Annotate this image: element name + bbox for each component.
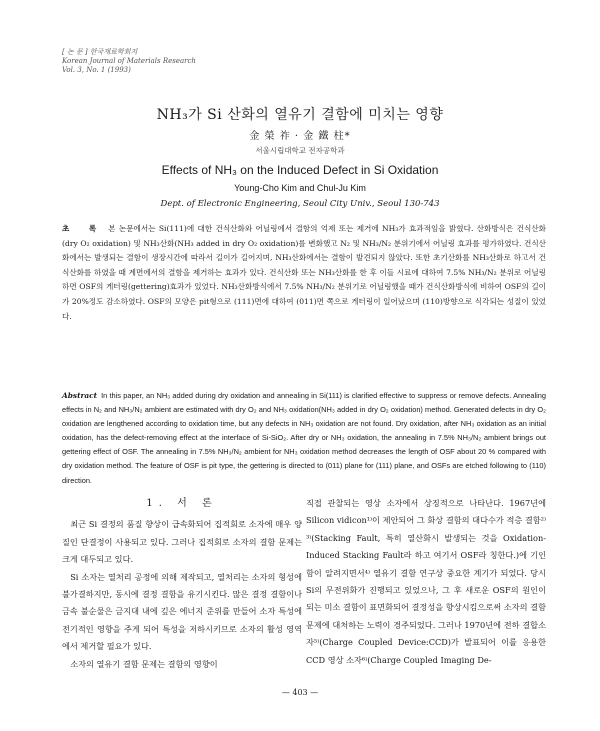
journal-name-en: Korean Journal of Materials Research (62, 57, 196, 65)
affiliation-en: Dept. of Electronic Engineering, Seoul City Univ., Seoul 130-743 (160, 199, 440, 209)
body-paragraph: 최근 Si 결정의 품질 향상이 급속화되어 집적회로 소자에 매우 양질인 단결정이 사용되고 있다. 그러나 집적회로 소자의 결함 문제는 크게 대두되고 있다. (62, 519, 302, 565)
body-column-left (62, 495, 302, 673)
abstract-en-label: Abstract (62, 391, 98, 400)
journal-header (62, 48, 196, 75)
authors-ko: 金 榮 祚 · 金 鐵 柱* (249, 131, 351, 142)
section-heading-introduction: 1. 서 론 (146, 498, 218, 509)
authors-en: Young-Cho Kim and Chul-Ju Kim (234, 183, 366, 193)
journal-name-ko: [ 논 문 ] 한국재료학회지 (62, 48, 138, 56)
paper-title-en: Effects of NH₃ on the Induced Defect in Si Oxidation (161, 163, 439, 177)
page-number: — 403 — (281, 688, 319, 697)
abstract-en-text: In this paper, an NH₃ added during dry oxidation and annealing in Si(111) is clarified effective to suppress or remove defects. Annealing effects in N₂ and NH₃/N₂ ambient are estimated with dry O₂ and NH₃ oxidation(NH₃ added in dry O₂ oxidation) method. Generated defects in dry O₂ oxidation are lengthened according to oxidation time, but any defects in NH₃ oxidation are not found. Dry oxidation, after NH₃ oxidation as an initial oxidation, has the defect-removing effect at the interface of Si-SiO₂. After dry or NH₃ oxidation, the annealing in 7.5% NH₃/N₂ ambient brings out gettering effect of OSF. The annealing in 7.5% NH₃/N₂ ambient for NH₃ oxidation method decreases the length of OSF about 20 % compared with dry oxidation method. The feature of OSF is pit type, the gettering is directed to (011) plane for (111) plane, and OSFs are etched following to (110) direction. (62, 391, 546, 485)
abstract-ko-text: 본 논문에서는 Si(111)에 대한 건식산화와 어닐링에서 결함의 억제 또는 제거에 NH₃가 효과적임을 밝혔다. 산화방식은 건식산화(dry O₂ oxidation) 및 NH₃산화(NH₃ added in dry O₂ oxidation)를 변화했고 N₂ 및 NH₃/N₂ 분위기에서 어닐링 효과를 평가하였다. 건식산화에서는 발생되는 결함이 생장시간에 따라서 길이가 길어지며, NH₃산화에서는 결함이 발견되지 않았다. 또한 초기산화를 NH₃산화로 하고서 건식산화를 하였을 때 계면에서의 결함을 제거하는 효과가 있다. 건식산화 또는 NH₃산화를 한 후 이들 시료에 대하여 7.5% NH₃/N₂ 분위로 어닐링하면 OSF의 게터링(gettering)효과가 있었다. NH₃산화방식에서 7.5% NH₃/N₂ 분위기로 어닐링했을 때가 건식산화방식에 비하여 OSF의 길이가 20%정도 감소하였다. OSF의 모양은 pit형으로 (111)면에 대하여 (011)면 쪽으로 게터링이 일어났으며 (110)방향으로 식각되는 성질이 있었다. (62, 224, 546, 321)
body-paragraph: Si 소자는 열처리 공정에 의해 제작되고, 열처리는 소자의 형성에 불가결하지만, 동시에 결정 결함을 유기시킨다. 많은 결정 결함이나 금속 불순물은 금지대 내에 깊은 에너지 준위를 만들어 소자 특성에 전기적인 영향을 주게 되어 특성을 저하시키므로 소자의 활성 영역에서 제거할 필요가 있다. (62, 571, 302, 652)
paper-title-ko: NH₃가 Si 산화의 열유기 결함에 미치는 영향 (156, 107, 444, 123)
journal-volume: Vol. 3, No. 1 (1993) (62, 66, 131, 74)
body-column-right (306, 495, 546, 669)
abstract-ko (62, 222, 546, 324)
abstract-ko-label: 초 록 (62, 224, 105, 233)
body-paragraph: 직접 관찰되는 영상 소자에서 상징적으로 나타난다. 1967년에 Silicon vidicon¹⁾이 제안되어 그 화상 결함의 대다수가 적층 결함²⁾³⁾(Stacking Fault, 특히 열산화시 발생되는 것을 Oxidation-Induced Stacking Fault라 하고 여기서 OSF라 칭한다.)에 기인함이 알려지면서⁴⁾ 열유기 결함 연구상 중요한 계기가 되었다. 당시 Si의 무전위화가 진행되고 있었으나, 그 후 새로운 OSF의 원인이 되는 미소 결함이 표면화되어 결정성을 향상시킴으로써 소자의 결함 문제에 대처하는 노력이 경주되었다. 그러나 1970년에 전하 결합소자⁵⁾(Charge Coupled Device:CCD)가 발표되어 이를 응용한 CCD 영상 소자⁶⁾(Charge Coupled Imaging De- (306, 498, 546, 665)
abstract-en (62, 389, 546, 488)
body-paragraph: 소자의 열유기 결함 문제는 결함의 영향이 (70, 658, 218, 669)
affiliation-ko: 서울시립대학교 전자공학과 (255, 146, 345, 155)
